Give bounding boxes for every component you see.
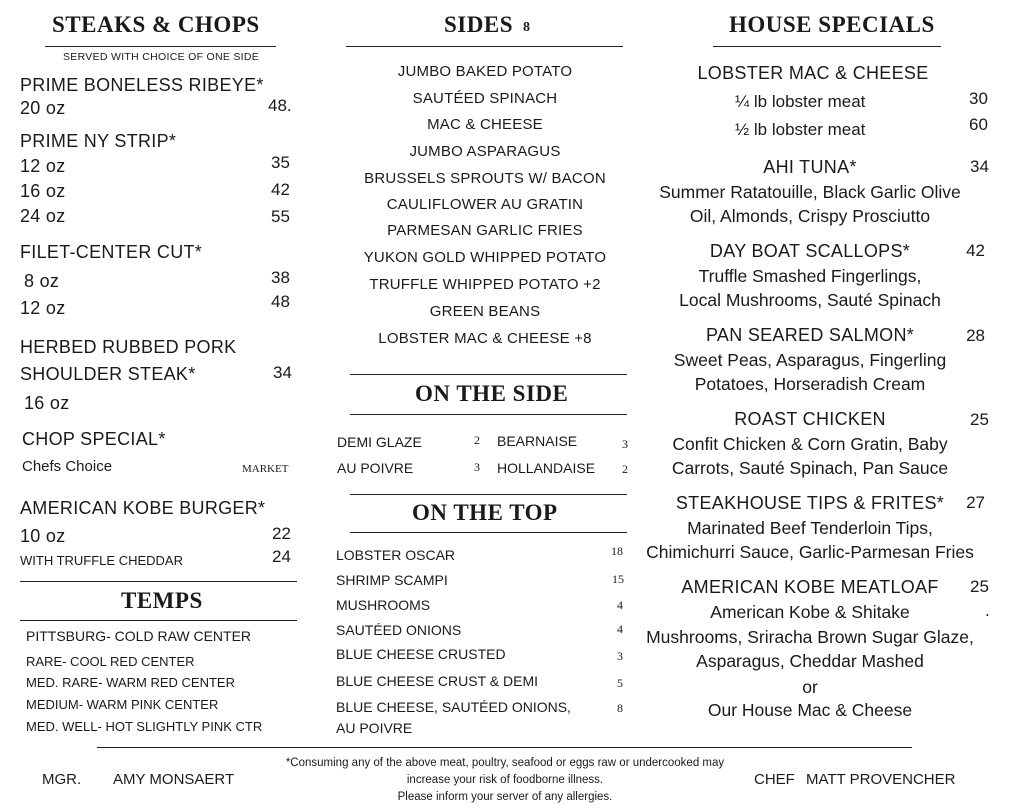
side-sauce-price: 2	[474, 433, 480, 447]
side-sauce-price: 3	[622, 437, 628, 451]
strip-price-24: 55	[271, 207, 290, 226]
filet-price-12: 48	[271, 292, 290, 311]
side-item: JUMBO ASPARAGUS	[409, 143, 561, 160]
ahi-desc: Summer Ratatouille, Black Garlic Olive	[659, 182, 961, 202]
topping-price: 3	[617, 649, 623, 663]
disclaimer-line: Please inform your server of any allergies.	[397, 791, 613, 803]
filet-price-8: 38	[271, 268, 290, 287]
tips-price: 27	[966, 493, 985, 512]
salmon-desc: Sweet Peas, Asparagus, Fingerling	[673, 350, 947, 370]
topping-price: 15	[612, 572, 624, 586]
steaks-rule	[45, 46, 276, 47]
burger-name: AMERICAN KOBE BURGER*	[20, 498, 266, 518]
temps-item: MEDIUM- WARM PINK CENTER	[26, 697, 219, 712]
topping-price: 18	[611, 544, 623, 558]
ribeye-price: 48.	[268, 96, 292, 115]
disclaimer-line: increase your risk of foodborne illness.	[406, 774, 604, 786]
temps-item: MED. WELL- HOT SLIGHTLY PINK CTR	[26, 719, 263, 734]
chop-price: MARKET	[242, 463, 289, 475]
on-the-top-top-rule	[350, 494, 627, 495]
pork-name-line2: SHOULDER STEAK*	[20, 364, 196, 384]
chef-label: CHEF	[754, 771, 795, 788]
topping-price: 4	[617, 622, 623, 636]
pork-price: 34	[273, 363, 292, 382]
burger-option-price: 24	[272, 547, 291, 566]
strip-size-12: 12 oz	[20, 156, 66, 176]
steaks-heading: STEAKS & CHOPS	[52, 12, 260, 37]
specials-rule	[713, 46, 941, 47]
strip-name: PRIME NY STRIP*	[20, 131, 177, 151]
topping-name-line2: AU POIVRE	[336, 720, 413, 736]
meatloaf-desc: Our House Mac & Cheese	[707, 700, 913, 720]
chicken-name: ROAST CHICKEN	[734, 409, 886, 429]
on-the-side-top-rule	[350, 374, 627, 375]
lobster-price-half: 60	[969, 115, 988, 134]
temps-item: RARE- COOL RED CENTER	[26, 654, 195, 669]
topping-name: LOBSTER OSCAR	[336, 547, 456, 563]
chef-name: MATT PROVENCHER	[806, 771, 956, 788]
disclaimer-line: *Consuming any of the above meat, poultry, seafood or eggs raw or undercooked may	[285, 757, 725, 769]
side-sauce-price: 2	[622, 462, 628, 476]
scallops-desc: Truffle Smashed Fingerlings,	[698, 266, 922, 286]
chop-name: CHOP SPECIAL*	[22, 429, 166, 449]
topping-price: 5	[617, 676, 623, 690]
chicken-desc: Carrots, Sauté Spinach, Pan Sauce	[671, 458, 949, 478]
ahi-price: 34	[970, 157, 989, 176]
side-item: GREEN BEANS	[429, 303, 541, 320]
topping-price: 4	[617, 598, 623, 612]
scallops-name: DAY BOAT SCALLOPS*	[709, 241, 911, 261]
meatloaf-name: AMERICAN KOBE MEATLOAF	[681, 577, 939, 597]
specials-heading: HOUSE SPECIALS	[729, 12, 935, 37]
temps-heading: TEMPS	[121, 588, 203, 613]
meatloaf-desc: American Kobe & Shitake	[710, 602, 910, 622]
side-sauce-name: AU POIVRE	[337, 460, 414, 476]
topping-name: BLUE CHEESE, SAUTÉED ONIONS,	[336, 699, 571, 715]
on-the-top-bottom-rule	[350, 532, 627, 533]
ahi-name: AHI TUNA*	[763, 157, 857, 177]
meatloaf-desc: or	[802, 677, 818, 697]
ribeye-name: PRIME BONELESS RIBEYE*	[20, 75, 264, 95]
topping-name: MUSHROOMS	[336, 597, 431, 613]
pork-name-line1: HERBED RUBBED PORK	[20, 337, 237, 357]
filet-size-8: 8 oz	[24, 271, 60, 291]
ahi-desc: Oil, Almonds, Crispy Prosciutto	[689, 206, 931, 226]
scallops-desc: Local Mushrooms, Sauté Spinach	[679, 290, 941, 310]
filet-name: FILET-CENTER CUT*	[20, 242, 203, 262]
salmon-desc: Potatoes, Horseradish Cream	[694, 374, 926, 394]
meatloaf-desc: Asparagus, Cheddar Mashed	[696, 651, 924, 671]
temps-item: MED. RARE- WARM RED CENTER	[26, 675, 235, 690]
topping-name: BLUE CHEESE CRUST & DEMI	[336, 673, 539, 689]
strip-price-12: 35	[271, 153, 290, 172]
burger-option: WITH TRUFFLE CHEDDAR	[20, 553, 183, 568]
lobster-price-quarter: 30	[969, 89, 988, 108]
filet-size-12: 12 oz	[20, 298, 66, 318]
salmon-name: PAN SEARED SALMON*	[705, 325, 915, 345]
strip-size-16: 16 oz	[20, 181, 66, 201]
tips-desc: Marinated Beef Tenderloin Tips,	[687, 518, 933, 538]
burger-size: 10 oz	[20, 526, 66, 546]
chop-desc: Chefs Choice	[22, 458, 113, 475]
topping-name: BLUE CHEESE CRUSTED	[336, 646, 506, 662]
sides-price: 8	[523, 20, 530, 35]
meatloaf-desc: Mushrooms, Sriracha Brown Sugar Glaze,	[646, 627, 974, 647]
side-item: BRUSSELS SPROUTS W/ BACON	[364, 170, 606, 187]
side-item: CAULIFLOWER AU GRATIN	[386, 196, 584, 213]
temps-top-rule	[20, 581, 297, 582]
manager-label: MGR.	[42, 771, 82, 788]
salmon-price: 28	[966, 326, 985, 345]
manager-name: AMY MONSAERT	[113, 771, 235, 788]
scallops-price: 42	[966, 241, 985, 260]
side-item: MAC & CHEESE	[427, 116, 543, 133]
chicken-price: 25	[970, 410, 989, 429]
topping-name: SHRIMP SCAMPI	[336, 572, 448, 588]
on-the-side-bottom-rule	[350, 414, 627, 415]
side-item: JUMBO BAKED POTATO	[397, 63, 573, 80]
chicken-desc: Confit Chicken & Corn Gratin, Baby	[672, 434, 948, 454]
side-sauce-name: DEMI GLAZE	[337, 434, 422, 450]
burger-price: 22	[272, 524, 291, 543]
ribeye-size: 20 oz	[20, 98, 66, 118]
side-sauce-name: BEARNAISE	[497, 433, 578, 449]
temps-item: PITTSBURG- COLD RAW CENTER	[26, 628, 252, 644]
strip-size-24: 24 oz	[20, 206, 66, 226]
side-sauce-name: HOLLANDAISE	[497, 460, 596, 476]
side-item: SAUTÉED SPINACH	[412, 90, 558, 107]
tips-desc: Chimichurri Sauce, Garlic-Parmesan Fries	[646, 542, 974, 562]
side-sauce-price: 3	[474, 460, 480, 474]
side-item: PARMESAN GARLIC FRIES	[387, 222, 583, 239]
side-item: LOBSTER MAC & CHEESE +8	[378, 330, 592, 347]
side-item: YUKON GOLD WHIPPED POTATO	[363, 249, 607, 266]
sides-rule	[346, 46, 623, 47]
side-item: TRUFFLE WHIPPED POTATO +2	[369, 276, 601, 293]
tips-name: STEAKHOUSE TIPS & FRITES*	[675, 493, 945, 513]
topping-name: SAUTÉED ONIONS	[336, 622, 462, 638]
sides-heading: SIDES	[444, 12, 513, 37]
meatloaf-price: 25	[970, 577, 989, 596]
pork-size: 16 oz	[24, 393, 70, 413]
footer-rule	[97, 747, 912, 748]
lobster-option-half: ½ lb lobster meat	[735, 120, 866, 139]
temps-bottom-rule	[20, 620, 297, 621]
lobster-mac-name: LOBSTER MAC & CHEESE	[697, 63, 929, 83]
on-the-side-heading: ON THE SIDE	[415, 381, 569, 406]
steaks-subheading: SERVED WITH CHOICE OF ONE SIDE	[63, 51, 260, 63]
topping-price: 8	[617, 701, 623, 715]
strip-price-16: 42	[271, 180, 290, 199]
lobster-option-quarter: ¼ lb lobster meat	[735, 92, 866, 111]
meatloaf-dot: .	[985, 601, 990, 620]
on-the-top-heading: ON THE TOP	[412, 500, 558, 525]
